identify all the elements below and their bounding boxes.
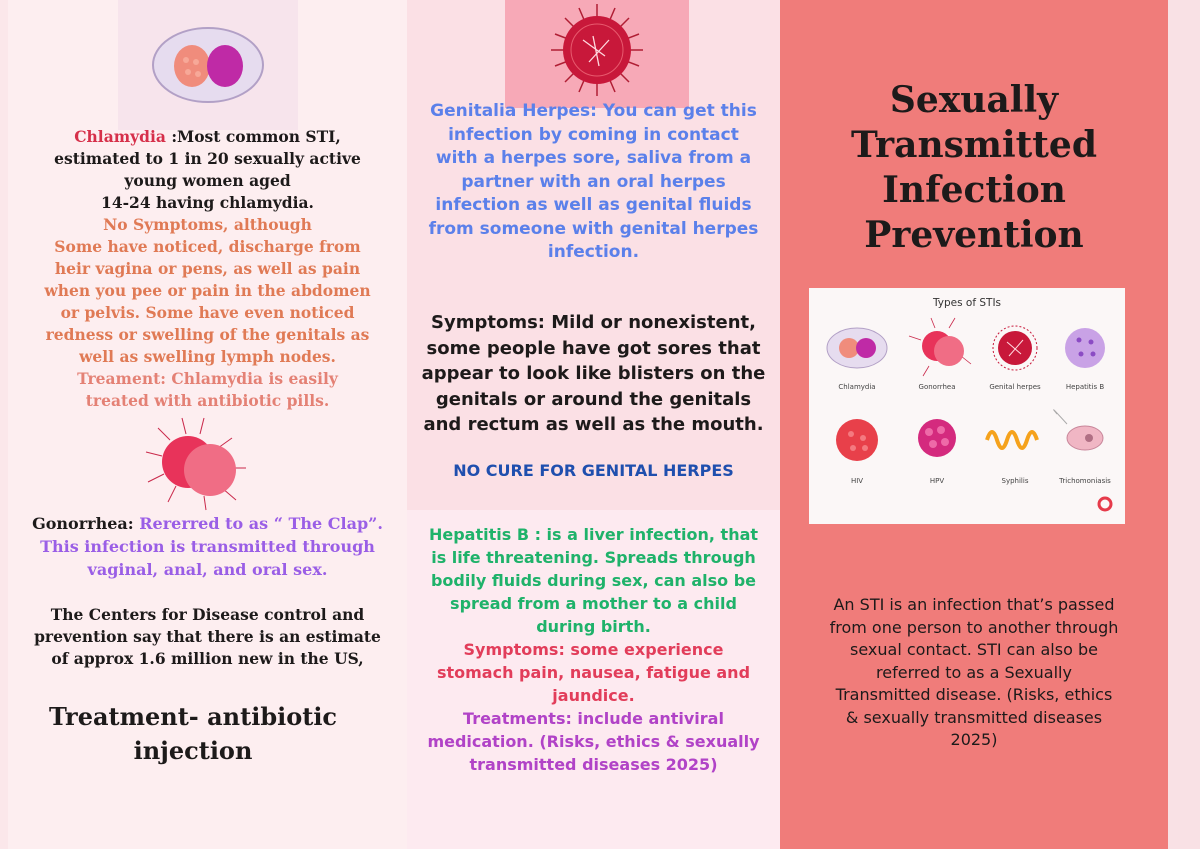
sti-label: HIV xyxy=(850,477,864,485)
no-cure-notice: NO CURE FOR GENITAL HERPES xyxy=(453,461,734,480)
hepatitis-desc-line: during birth. xyxy=(536,617,651,636)
definition-line: sexual contact. STI can also be xyxy=(850,640,1098,659)
gonorrhea-section xyxy=(8,512,407,581)
gonorrhea-icon xyxy=(909,318,971,376)
chlamydia-symptom-line: well as swelling lymph nodes. xyxy=(79,347,336,366)
hepatitis-desc-line: is life threatening. Spreads through xyxy=(431,548,756,567)
syphilis-icon xyxy=(987,432,1037,448)
cdc-line: of approx 1.6 million new in the US, xyxy=(51,649,364,668)
chlamydia-icon xyxy=(827,328,887,368)
herpes-symptom-line: some people have got sores that xyxy=(426,337,761,359)
cdc-estimate xyxy=(8,604,407,670)
chlamydia-symptom-line: redness or swelling of the genitals as xyxy=(45,325,370,344)
chlamydia-symptom-line: heir vagina or pens, as well as pain xyxy=(54,259,361,278)
herpes-symptom-line: Symptoms: Mild or nonexistent, xyxy=(431,312,756,333)
sti-definition xyxy=(780,594,1168,752)
cdc-line: The Centers for Disease control and xyxy=(50,605,365,624)
herpes-desc-line: infection as well as genital fluids xyxy=(435,195,752,215)
chlamydia-image xyxy=(118,0,298,130)
panel-middle xyxy=(407,0,780,849)
chlamydia-desc: :Most common STI, xyxy=(165,127,341,146)
chlamydia-cell-icon xyxy=(118,0,298,130)
hepatitis-symptom-line: jaundice. xyxy=(552,686,635,705)
sti-label: Trichomoniasis xyxy=(1059,477,1111,485)
hepatitis-b-section xyxy=(407,523,780,776)
infographic-title: Types of STIs xyxy=(932,297,1002,309)
hepatitis-desc-line: spread from a mother to a child xyxy=(450,594,737,613)
hepatitis-treatment-line: medication. (Risks, ethics & sexually xyxy=(427,732,760,751)
hepatitis-treatment-line: Treatments: include antiviral xyxy=(463,709,724,728)
chlamydia-symptom-line: or pelvis. Some have even noticed xyxy=(60,303,355,322)
title-line: Transmitted xyxy=(850,124,1097,166)
chlamydia-desc-line: estimated to 1 in 20 sexually active xyxy=(54,149,361,168)
chlamydia-symptom-line: when you pee or pain in the abdomen xyxy=(44,281,371,300)
herpes-desc-line: from someone with genital herpes xyxy=(428,218,759,239)
herpes-desc-line: with a herpes sore, saliva from a xyxy=(435,148,752,168)
herpes-desc-line: infection. xyxy=(547,242,640,262)
herpes-symptoms xyxy=(407,310,780,438)
hepatitis-symptom-line: stomach pain, nausea, fatigue and xyxy=(436,663,751,682)
herpes-symptom-line: and rectum as well as the mouth. xyxy=(423,414,764,435)
hepatitis-b-icon xyxy=(1065,328,1105,368)
title-line: Sexually xyxy=(889,79,1059,121)
panel-left xyxy=(0,0,407,849)
sti-label: Gonorrhea xyxy=(918,383,956,391)
definition-line: referred to as a Sexually xyxy=(876,662,1072,682)
herpes-desc-line: Genitalia Herpes: You can get this xyxy=(430,101,757,121)
definition-line: An STI is an infection that’s passed xyxy=(833,595,1115,614)
definition-line: 2025) xyxy=(950,730,998,749)
gonorrhea-image xyxy=(118,412,268,512)
hpv-icon xyxy=(918,419,956,457)
sti-label: Chlamydia xyxy=(838,383,876,391)
herpes-symptom-line: genitals or around the genitals xyxy=(435,388,752,410)
chlamydia-section xyxy=(8,126,407,412)
chlamydia-treatment-line: treated with antibiotic pills. xyxy=(85,391,330,410)
gonorrhea-desc-line: This infection is transmitted through xyxy=(40,537,375,556)
herpes-virus-icon xyxy=(505,0,689,108)
trichomoniasis-icon xyxy=(1054,410,1103,450)
gonorrhea-desc-line: vaginal, anal, and oral sex. xyxy=(87,560,328,579)
chlamydia-treatment-line: Treament: Chlamydia is easily xyxy=(77,369,338,388)
panel-right xyxy=(780,0,1168,849)
gonorrhea-name: Gonorrhea: xyxy=(32,514,140,533)
gonorrhea-bacteria-icon xyxy=(118,412,268,512)
hepatitis-desc-line: bodily fluids during sex, can also be xyxy=(430,571,757,590)
gonorrhea-treatment-line: injection xyxy=(133,736,253,765)
hepatitis-treatment-line: transmitted diseases 2025) xyxy=(469,755,718,774)
chlamydia-symptom-line: No Symptoms, although xyxy=(103,215,312,234)
gonorrhea-treatment-line: Treatment- antibiotic xyxy=(48,702,338,731)
sti-icons xyxy=(809,288,1125,524)
right-edge-strip xyxy=(1168,0,1200,849)
chlamydia-desc-line: 14-24 having chlamydia. xyxy=(101,193,314,212)
herpes-section xyxy=(407,100,780,265)
herpes-symptom-line: appear to look like blisters on the xyxy=(421,363,766,384)
brand-ring-icon xyxy=(1099,498,1111,510)
herpes-desc-line: partner with an oral herpes xyxy=(461,171,726,192)
sti-label: Hepatitis B xyxy=(1065,383,1105,391)
sti-label: Genital herpes xyxy=(989,383,1041,391)
genital-herpes-icon xyxy=(993,326,1037,370)
definition-line: Transmitted disease. (Risks, ethics xyxy=(835,685,1113,704)
title-line: Prevention xyxy=(864,214,1084,256)
herpes-image xyxy=(505,0,689,108)
gonorrhea-treatment xyxy=(8,700,378,768)
herpes-desc-line: infection by coming in contact xyxy=(448,124,739,145)
hiv-icon xyxy=(836,419,878,461)
sti-label: Syphilis xyxy=(1001,477,1029,485)
hepatitis-symptom-line: Symptoms: some experience xyxy=(463,640,724,659)
title-line: Infection xyxy=(882,169,1066,211)
hepatitis-desc-line: Hepatitis B : is a liver infection, that xyxy=(428,525,759,544)
definition-line: from one person to another through xyxy=(829,617,1119,637)
chlamydia-desc-line: young women aged xyxy=(124,171,291,190)
definition-line: & sexually transmitted diseases xyxy=(845,707,1103,727)
cdc-line: prevention say that there is an estimate xyxy=(34,627,381,646)
types-of-stis-infographic xyxy=(809,288,1125,524)
gonorrhea-nickname: Rererred to as “ The Clap”. xyxy=(139,514,383,533)
chlamydia-symptom-line: Some have noticed, discharge from xyxy=(54,237,361,256)
chlamydia-name: Chlamydia xyxy=(74,127,166,146)
sti-label: HPV xyxy=(929,477,945,485)
brochure-title xyxy=(780,78,1168,258)
